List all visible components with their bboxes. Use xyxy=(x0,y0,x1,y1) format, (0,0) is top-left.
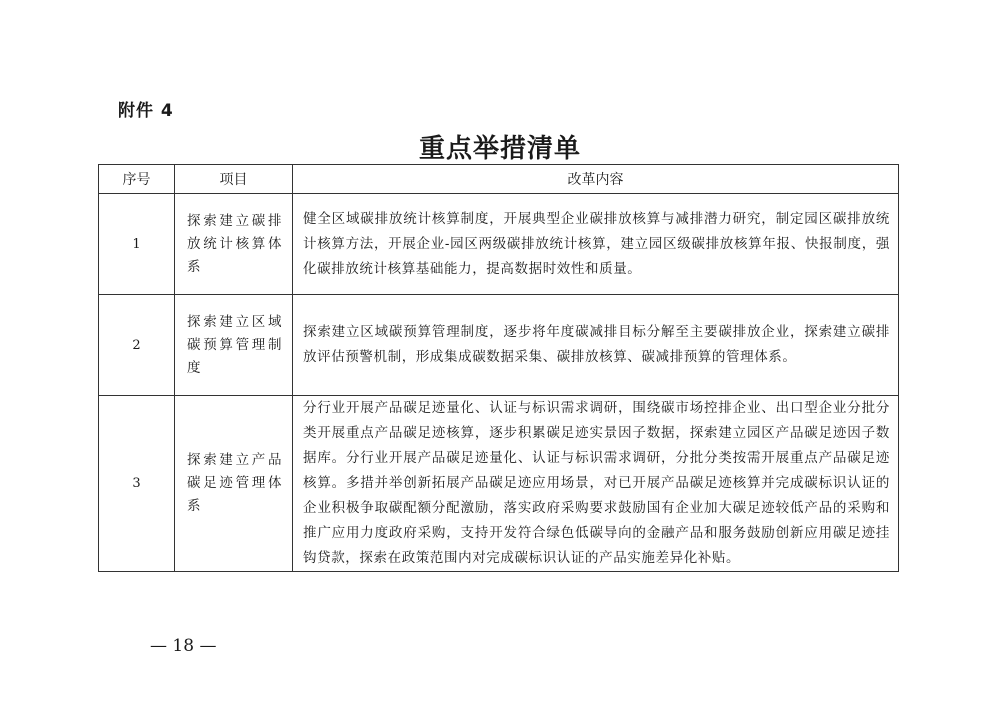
document-title: 重点举措清单 xyxy=(418,134,581,164)
table-row xyxy=(99,396,899,572)
row-number: 3 xyxy=(99,396,175,572)
attachment-label: 附件 4 xyxy=(118,101,174,121)
header-number: 序号 xyxy=(99,165,175,194)
row-item: 探索建立产品碳足迹管理体系 xyxy=(175,396,293,572)
row-number: 1 xyxy=(99,194,175,295)
row-content: 健全区域碳排放统计核算制度，开展典型企业碳排放核算与减排潜力研究，制定园区碳排放统计核算方法，开展企业-园区两级碳排放统计核算，建立园区级碳排放核算年报、快报制度，强化碳排放统计核算基础能力，提高数据时效性和质量。 xyxy=(293,194,899,295)
row-number: 2 xyxy=(99,295,175,396)
row-content: 分行业开展产品碳足迹量化、认证与标识需求调研，围绕碳市场控排企业、出口型企业分批分类开展重点产品碳足迹核算，逐步积累碳足迹实景因子数据，探索建立园区产品碳足迹因子数据库。分行业开展产品碳足迹量化、认证与标识需求调研，分批分类按需开展重点产品碳足迹核算。多措并举创新拓展产品碳足迹应用场景，对已开展产品碳足迹核算并完成碳标识认证的企业积极争取碳配额分配激励，落实政府采购要求鼓励国有企业加大碳足迹较低产品的采购和推广应用力度政府采购，支持开发符合绿色低碳导向的金融产品和服务鼓励创新应用碳足迹挂钩贷款，探索在政策范围内对完成碳标识认证的产品实施差异化补贴。 xyxy=(293,396,899,572)
table-row xyxy=(99,295,899,396)
table-row xyxy=(99,194,899,295)
table-header-row xyxy=(99,165,899,194)
page-number: — 18 — xyxy=(150,636,217,656)
row-item: 探索建立碳排放统计核算体系 xyxy=(175,194,293,295)
header-item: 项目 xyxy=(175,165,293,194)
measures-table xyxy=(98,164,899,572)
row-item: 探索建立区域碳预算管理制度 xyxy=(175,295,293,396)
header-content: 改革内容 xyxy=(293,165,899,194)
row-content: 探索建立区域碳预算管理制度，逐步将年度碳减排目标分解至主要碳排放企业，探索建立碳排放评估预警机制，形成集成碳数据采集、碳排放核算、碳减排预算的管理体系。 xyxy=(293,295,899,396)
